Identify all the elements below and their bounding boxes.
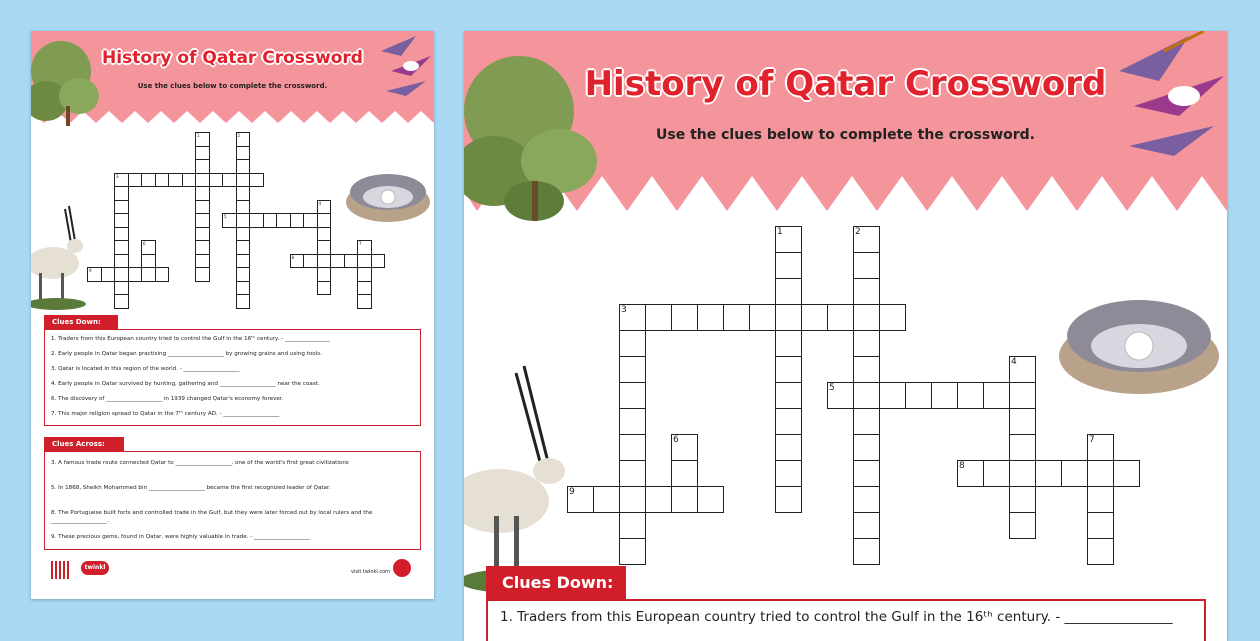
crossword-cell[interactable]	[155, 173, 170, 188]
crossword-cell[interactable]	[195, 173, 210, 188]
footer-url: visit twinkl.com	[351, 569, 391, 575]
crossword-cell[interactable]	[619, 434, 646, 461]
clues-across-tab: Clues Across:	[44, 437, 124, 451]
crossword-cell[interactable]	[195, 213, 210, 228]
crossword-cell[interactable]	[853, 460, 880, 487]
crossword-cell[interactable]	[114, 240, 129, 255]
crossword-cell[interactable]	[182, 173, 197, 188]
crossword-cell[interactable]	[619, 486, 646, 513]
badge-icon	[393, 559, 411, 577]
crossword-clue-number: 2	[855, 227, 861, 237]
oryx-illustration	[464, 361, 584, 601]
crossword-cell[interactable]	[1009, 408, 1036, 435]
twinkl-logo: twinkl	[81, 561, 109, 575]
crossword-cell[interactable]	[357, 254, 372, 269]
crossword-cell[interactable]	[775, 304, 802, 331]
crossword-cell[interactable]	[775, 382, 802, 409]
crossword-clue-number: 7	[1089, 435, 1095, 445]
clue-down-6: 6. The discovery of ____________________ in 1939 changed Qatar's economy forever.	[51, 396, 284, 402]
crossword-cell[interactable]	[775, 434, 802, 461]
tree-illustration	[31, 31, 111, 131]
clue-down-1: 1. Traders from this European country tried to control the Gulf in the 16ᵗʰ century. - ________________	[51, 336, 330, 342]
crossword-cell[interactable]	[619, 460, 646, 487]
clue-down-7: 7. This major religion spread to Qatar in the 7ᵗʰ century AD. - ____________________	[51, 411, 280, 417]
crossword-cell[interactable]	[236, 159, 251, 174]
crossword-cell[interactable]	[1035, 460, 1062, 487]
clues-down-tab: Clues Down:	[486, 566, 626, 599]
crossword-clue-number: 3	[621, 305, 627, 315]
crossword-cell[interactable]	[749, 304, 776, 331]
crossword-cell[interactable]	[775, 252, 802, 279]
crossword-cell[interactable]	[317, 267, 332, 282]
crossword-clue-number: 3	[116, 173, 119, 179]
crossword-cell[interactable]	[853, 408, 880, 435]
crossword-cell[interactable]	[853, 382, 880, 409]
crossword-cell[interactable]	[236, 227, 251, 242]
crossword-cell[interactable]	[723, 304, 750, 331]
crossword-clue-number: 1	[777, 227, 783, 237]
crossword-cell[interactable]	[249, 173, 264, 188]
crossword-cell[interactable]	[853, 252, 880, 279]
crossword-cell[interactable]	[114, 200, 129, 215]
crossword-cell[interactable]	[101, 267, 116, 282]
crossword-cell[interactable]	[195, 200, 210, 215]
crossword-cell[interactable]	[141, 267, 156, 282]
crossword-cell[interactable]	[236, 173, 251, 188]
crossword-cell[interactable]	[671, 460, 698, 487]
crossword-cell[interactable]	[114, 294, 129, 309]
crossword-cell[interactable]	[236, 213, 251, 228]
crossword-cell[interactable]	[168, 173, 183, 188]
crossword-cell[interactable]	[317, 254, 332, 269]
crossword-cell[interactable]	[775, 408, 802, 435]
crossword-cell[interactable]	[303, 254, 318, 269]
crossword-cell[interactable]	[775, 330, 802, 357]
crossword-cell[interactable]	[619, 538, 646, 565]
crossword-clue-number: 4	[318, 200, 322, 206]
crossword-cell[interactable]	[141, 173, 156, 188]
crossword-cell[interactable]	[236, 254, 251, 269]
clue-down-3: 3. Qatar is located in this region of the world. - ____________________	[51, 366, 240, 372]
crossword-cell[interactable]	[931, 382, 958, 409]
crossword-cell[interactable]	[357, 294, 372, 309]
clues-down-tab: Clues Down:	[44, 315, 118, 329]
clue-across-8: 8. The Portuguese built forts and controlled trade in the Gulf, but they were later forced out by local rulers and the ____________________.	[51, 510, 373, 524]
crossword-cell[interactable]	[195, 254, 210, 269]
crossword-cell[interactable]	[195, 186, 210, 201]
crossword-cell[interactable]	[1087, 512, 1114, 539]
crossword-cell[interactable]	[357, 281, 372, 296]
crossword-cell[interactable]	[195, 227, 210, 242]
crossword-clue-number: 8	[291, 254, 295, 260]
crossword-clue-number: 8	[959, 461, 965, 471]
crossword-cell[interactable]	[853, 356, 880, 383]
crossword-cell[interactable]	[827, 304, 854, 331]
crossword-cell[interactable]	[697, 304, 724, 331]
crossword-cell[interactable]	[853, 434, 880, 461]
worksheet-subtitle: Use the clues below to complete the crossword.	[137, 82, 328, 90]
crossword-cell[interactable]	[155, 267, 170, 282]
crossword-cell[interactable]	[114, 186, 129, 201]
worksheet-title: History of Qatar Crossword	[102, 48, 363, 68]
crossword-cell[interactable]	[801, 304, 828, 331]
crossword-cell[interactable]	[853, 486, 880, 513]
crossword-cell[interactable]	[619, 330, 646, 357]
crossword-cell[interactable]	[209, 173, 224, 188]
crossword-cell[interactable]	[1087, 538, 1114, 565]
crossword-cell[interactable]	[236, 146, 251, 161]
oryx-illustration	[31, 201, 91, 311]
crossword-cell[interactable]	[276, 213, 291, 228]
crossword-cell[interactable]	[114, 227, 129, 242]
crossword-cell[interactable]	[775, 278, 802, 305]
crossword-cell[interactable]	[1087, 486, 1114, 513]
qr-code-icon	[51, 561, 71, 579]
crossword-cell[interactable]	[853, 538, 880, 565]
clue-across-9: 9. These precious gems, found in Qatar, were highly valuable in trade. - ____________________	[51, 534, 310, 540]
crossword-cell[interactable]	[957, 382, 984, 409]
clues-down-box	[486, 599, 1206, 641]
crossword-cell[interactable]	[1009, 460, 1036, 487]
crossword-cell[interactable]	[879, 382, 906, 409]
crossword-cell[interactable]	[645, 486, 672, 513]
crossword-cell[interactable]	[1087, 460, 1114, 487]
worksheet-subtitle: Use the clues below to complete the crossword.	[656, 127, 1035, 143]
clue-across-3: 3. A famous trade route connected Qatar to ____________________, one of the world's first great civilizations	[51, 460, 349, 466]
crossword-cell[interactable]	[853, 304, 880, 331]
crossword-cell[interactable]	[236, 186, 251, 201]
crossword-cell[interactable]	[853, 512, 880, 539]
crossword-cell[interactable]	[905, 382, 932, 409]
crossword-cell[interactable]	[317, 281, 332, 296]
crossword-cell[interactable]	[236, 267, 251, 282]
worksheet-title: History of Qatar Crossword	[584, 64, 1107, 104]
crossword-cell[interactable]	[114, 281, 129, 296]
crossword-clue-number: 5	[829, 383, 835, 393]
clues-down-box	[44, 329, 421, 426]
crossword-cell[interactable]	[317, 240, 332, 255]
crossword-clue-number: 6	[143, 241, 146, 246]
worksheet-preview-small	[31, 31, 434, 599]
oyster-pearl-illustration	[1054, 281, 1224, 396]
crossword-clue-number: 9	[89, 268, 92, 273]
crossword-cell[interactable]	[303, 213, 318, 228]
crossword-cell[interactable]	[1009, 512, 1036, 539]
crossword-cell[interactable]	[1113, 460, 1140, 487]
crossword-cell[interactable]	[357, 267, 372, 282]
crossword-cell[interactable]	[290, 213, 305, 228]
crossword-cell[interactable]	[619, 408, 646, 435]
crossword-cell[interactable]	[344, 254, 359, 269]
crossword-cell[interactable]	[775, 356, 802, 383]
crossword-cell[interactable]	[330, 254, 345, 269]
crossword-cell[interactable]	[1009, 382, 1036, 409]
crossword-cell[interactable]	[853, 330, 880, 357]
crossword-cell[interactable]	[619, 382, 646, 409]
crossword-cell[interactable]	[853, 278, 880, 305]
crossword-cell[interactable]	[619, 356, 646, 383]
crossword-cell[interactable]	[141, 254, 156, 269]
crossword-clue-number: 7	[359, 241, 362, 246]
crossword-cell[interactable]	[114, 267, 129, 282]
crossword-cell[interactable]	[128, 173, 143, 188]
crossword-cell[interactable]	[195, 159, 210, 174]
crossword-cell[interactable]	[619, 512, 646, 539]
crossword-cell[interactable]	[1061, 460, 1088, 487]
crossword-cell[interactable]	[222, 173, 237, 188]
flower-illustration	[371, 31, 434, 106]
crossword-cell[interactable]	[195, 267, 210, 282]
crossword-cell[interactable]	[645, 304, 672, 331]
crossword-cell[interactable]	[317, 213, 332, 228]
clue-down-2: 2. Early people in Qatar began practising ____________________ by growing grains and using tools.	[51, 351, 322, 357]
crossword-clue-number: 2	[237, 133, 241, 138]
crossword-cell[interactable]	[775, 486, 802, 513]
crossword-cell[interactable]	[195, 240, 210, 255]
crossword-cell[interactable]	[195, 146, 210, 161]
crossword-cell[interactable]	[249, 213, 264, 228]
clue-down-1: 1. Traders from this European country tried to control the Gulf in the 16ᵗʰ century. - ________________	[500, 609, 1173, 625]
crossword-clue-number: 5	[224, 214, 227, 219]
crossword-clue-number: 6	[673, 435, 679, 445]
crossword-cell[interactable]	[1009, 434, 1036, 461]
crossword-cell[interactable]	[236, 200, 251, 215]
crossword-clue-number: 9	[569, 487, 575, 497]
crossword-cell[interactable]	[371, 254, 386, 269]
oyster-pearl-illustration	[343, 164, 433, 224]
crossword-cell[interactable]	[317, 227, 332, 242]
crossword-cell[interactable]	[671, 304, 698, 331]
worksheet-large	[464, 31, 1227, 641]
crossword-cell[interactable]	[879, 304, 906, 331]
crossword-clue-number: 4	[1011, 357, 1017, 367]
crossword-cell[interactable]	[1009, 486, 1036, 513]
clue-across-5: 5. In 1868, Sheikh Mohammed bin ____________________ became the first recognized leader of Qatar.	[51, 485, 331, 491]
crossword-cell[interactable]	[593, 486, 620, 513]
crossword-cell[interactable]	[775, 460, 802, 487]
crossword-cell[interactable]	[114, 254, 129, 269]
crossword-cell[interactable]	[263, 213, 278, 228]
clues-across-box	[44, 451, 421, 550]
crossword-cell[interactable]	[236, 240, 251, 255]
clue-down-4: 4. Early people in Qatar survived by hunting, gathering and ____________________ near the coast.	[51, 381, 320, 387]
crossword-cell[interactable]	[236, 294, 251, 309]
crossword-cell[interactable]	[114, 213, 129, 228]
crossword-cell[interactable]	[236, 281, 251, 296]
crossword-cell[interactable]	[128, 267, 143, 282]
crossword-cell[interactable]	[983, 382, 1010, 409]
crossword-clue-number: 1	[197, 133, 200, 138]
crossword-cell[interactable]	[697, 486, 724, 513]
crossword-cell[interactable]	[983, 460, 1010, 487]
crossword-cell[interactable]	[671, 486, 698, 513]
